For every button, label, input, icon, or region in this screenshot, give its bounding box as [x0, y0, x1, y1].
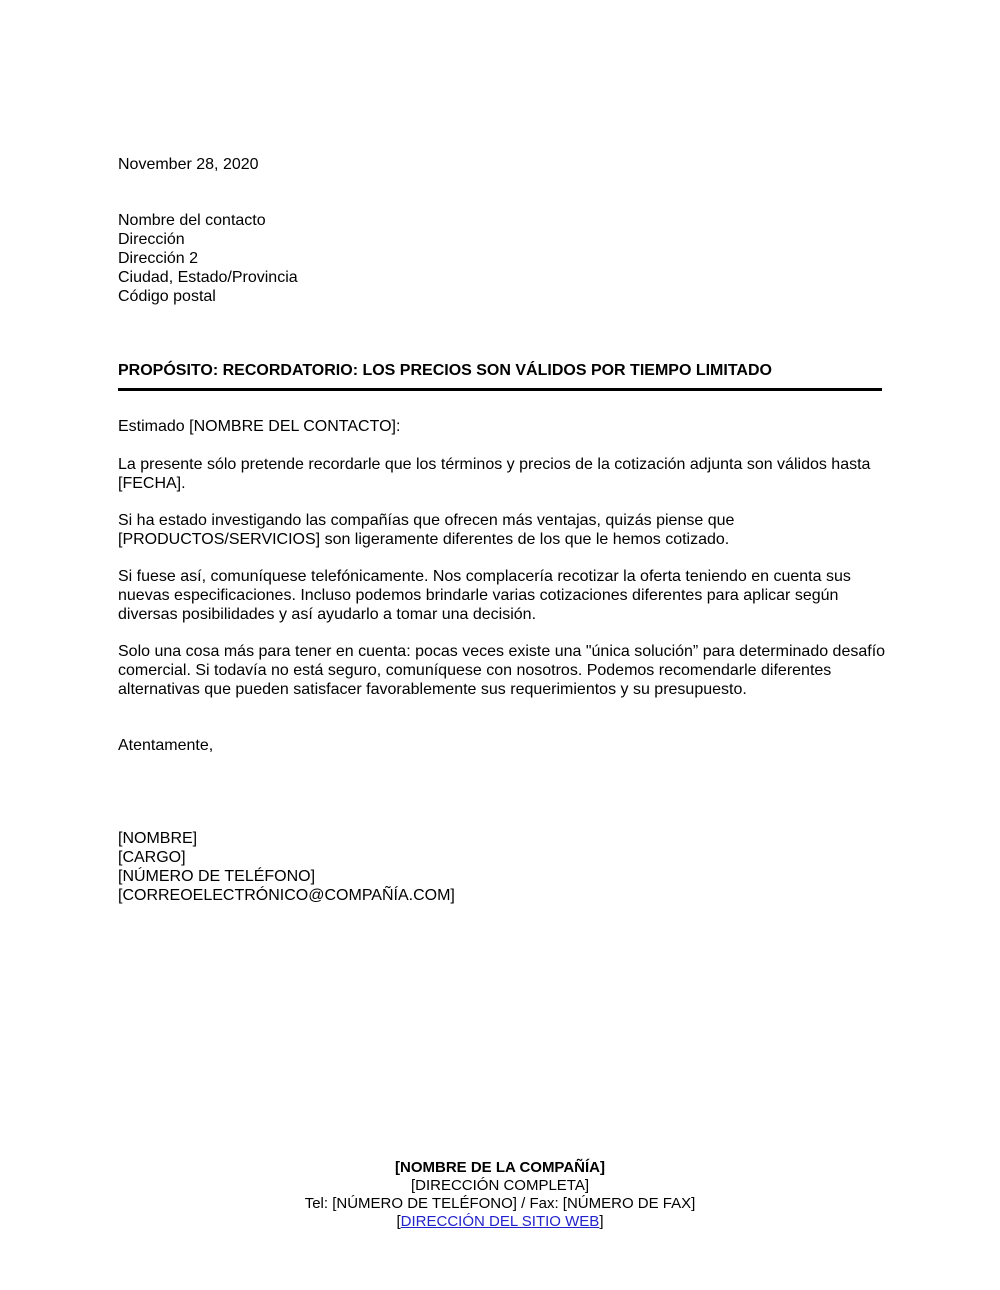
signature-phone: [NÚMERO DE TELÉFONO]: [118, 868, 316, 885]
recipient-city-state: Ciudad, Estado/Provincia: [118, 269, 298, 286]
recipient-address: [118, 211, 298, 306]
recipient-name: Nombre del contacto: [118, 212, 266, 229]
recipient-address-line-1: Dirección: [118, 231, 185, 248]
footer-website-open-bracket: [: [396, 1213, 401, 1230]
paragraph-4: Solo una cosa más para tener en cuenta: pocas veces existe una "única solución” para determinado desafío comercial. Si todavía no está seguro, comuníquese con nosotros. Podemos recomendarle diferentes alternativas que pueden satisfacer favorablemente sus requerimientos y su presupuesto.: [118, 643, 886, 698]
footer-address: [DIRECCIÓN COMPLETA]: [410, 1177, 590, 1194]
footer-website-close-bracket: ]: [599, 1213, 604, 1230]
signature-block: [118, 829, 455, 905]
paragraph-2: Si ha estado investigando las compañías que ofrecen más ventajas, quizás piense que [PRODUCTOS/SERVICIOS] son ligeramente diferentes de los que le hemos cotizado.: [118, 512, 735, 548]
footer-company-name: [NOMBRE DE LA COMPAÑÍA]: [395, 1159, 605, 1176]
footer-contact: Tel: [NÚMERO DE TELÉFONO] / Fax: [NÚMERO DE FAX]: [304, 1195, 696, 1212]
salutation: Estimado [NOMBRE DEL CONTACTO]:: [118, 418, 401, 435]
footer-website: [0, 1213, 1000, 1231]
closing: Atentamente,: [118, 737, 214, 754]
recipient-address-line-2: Dirección 2: [118, 250, 199, 267]
signature-title: [CARGO]: [118, 849, 186, 866]
letter-subject: PROPÓSITO: RECORDATORIO: LOS PRECIOS SON VÁLIDOS POR TIEMPO LIMITADO: [118, 361, 882, 391]
signature-email: [CORREOELECTRÓNICO@COMPAÑÍA.COM]: [118, 887, 455, 904]
recipient-postal-code: Código postal: [118, 288, 216, 305]
paragraph-1: La presente sólo pretende recordarle que los términos y precios de la cotización adjunta son válidos hasta [FECHA].: [118, 456, 871, 492]
website-link[interactable]: DIRECCIÓN DEL SITIO WEB: [400, 1213, 600, 1230]
signature-name: [NOMBRE]: [118, 830, 198, 847]
company-footer: [0, 1159, 1000, 1231]
letter-date: November 28, 2020: [118, 156, 259, 173]
paragraph-3: Si fuese así, comuníquese telefónicamente. Nos complacería recotizar la oferta teniendo en cuenta sus nuevas especificaciones. Incluso podemos brindarle varias cotizaciones diferentes para aplicar según diversas posibilidades y así ayudarlo a tomar una decisión.: [118, 568, 851, 623]
